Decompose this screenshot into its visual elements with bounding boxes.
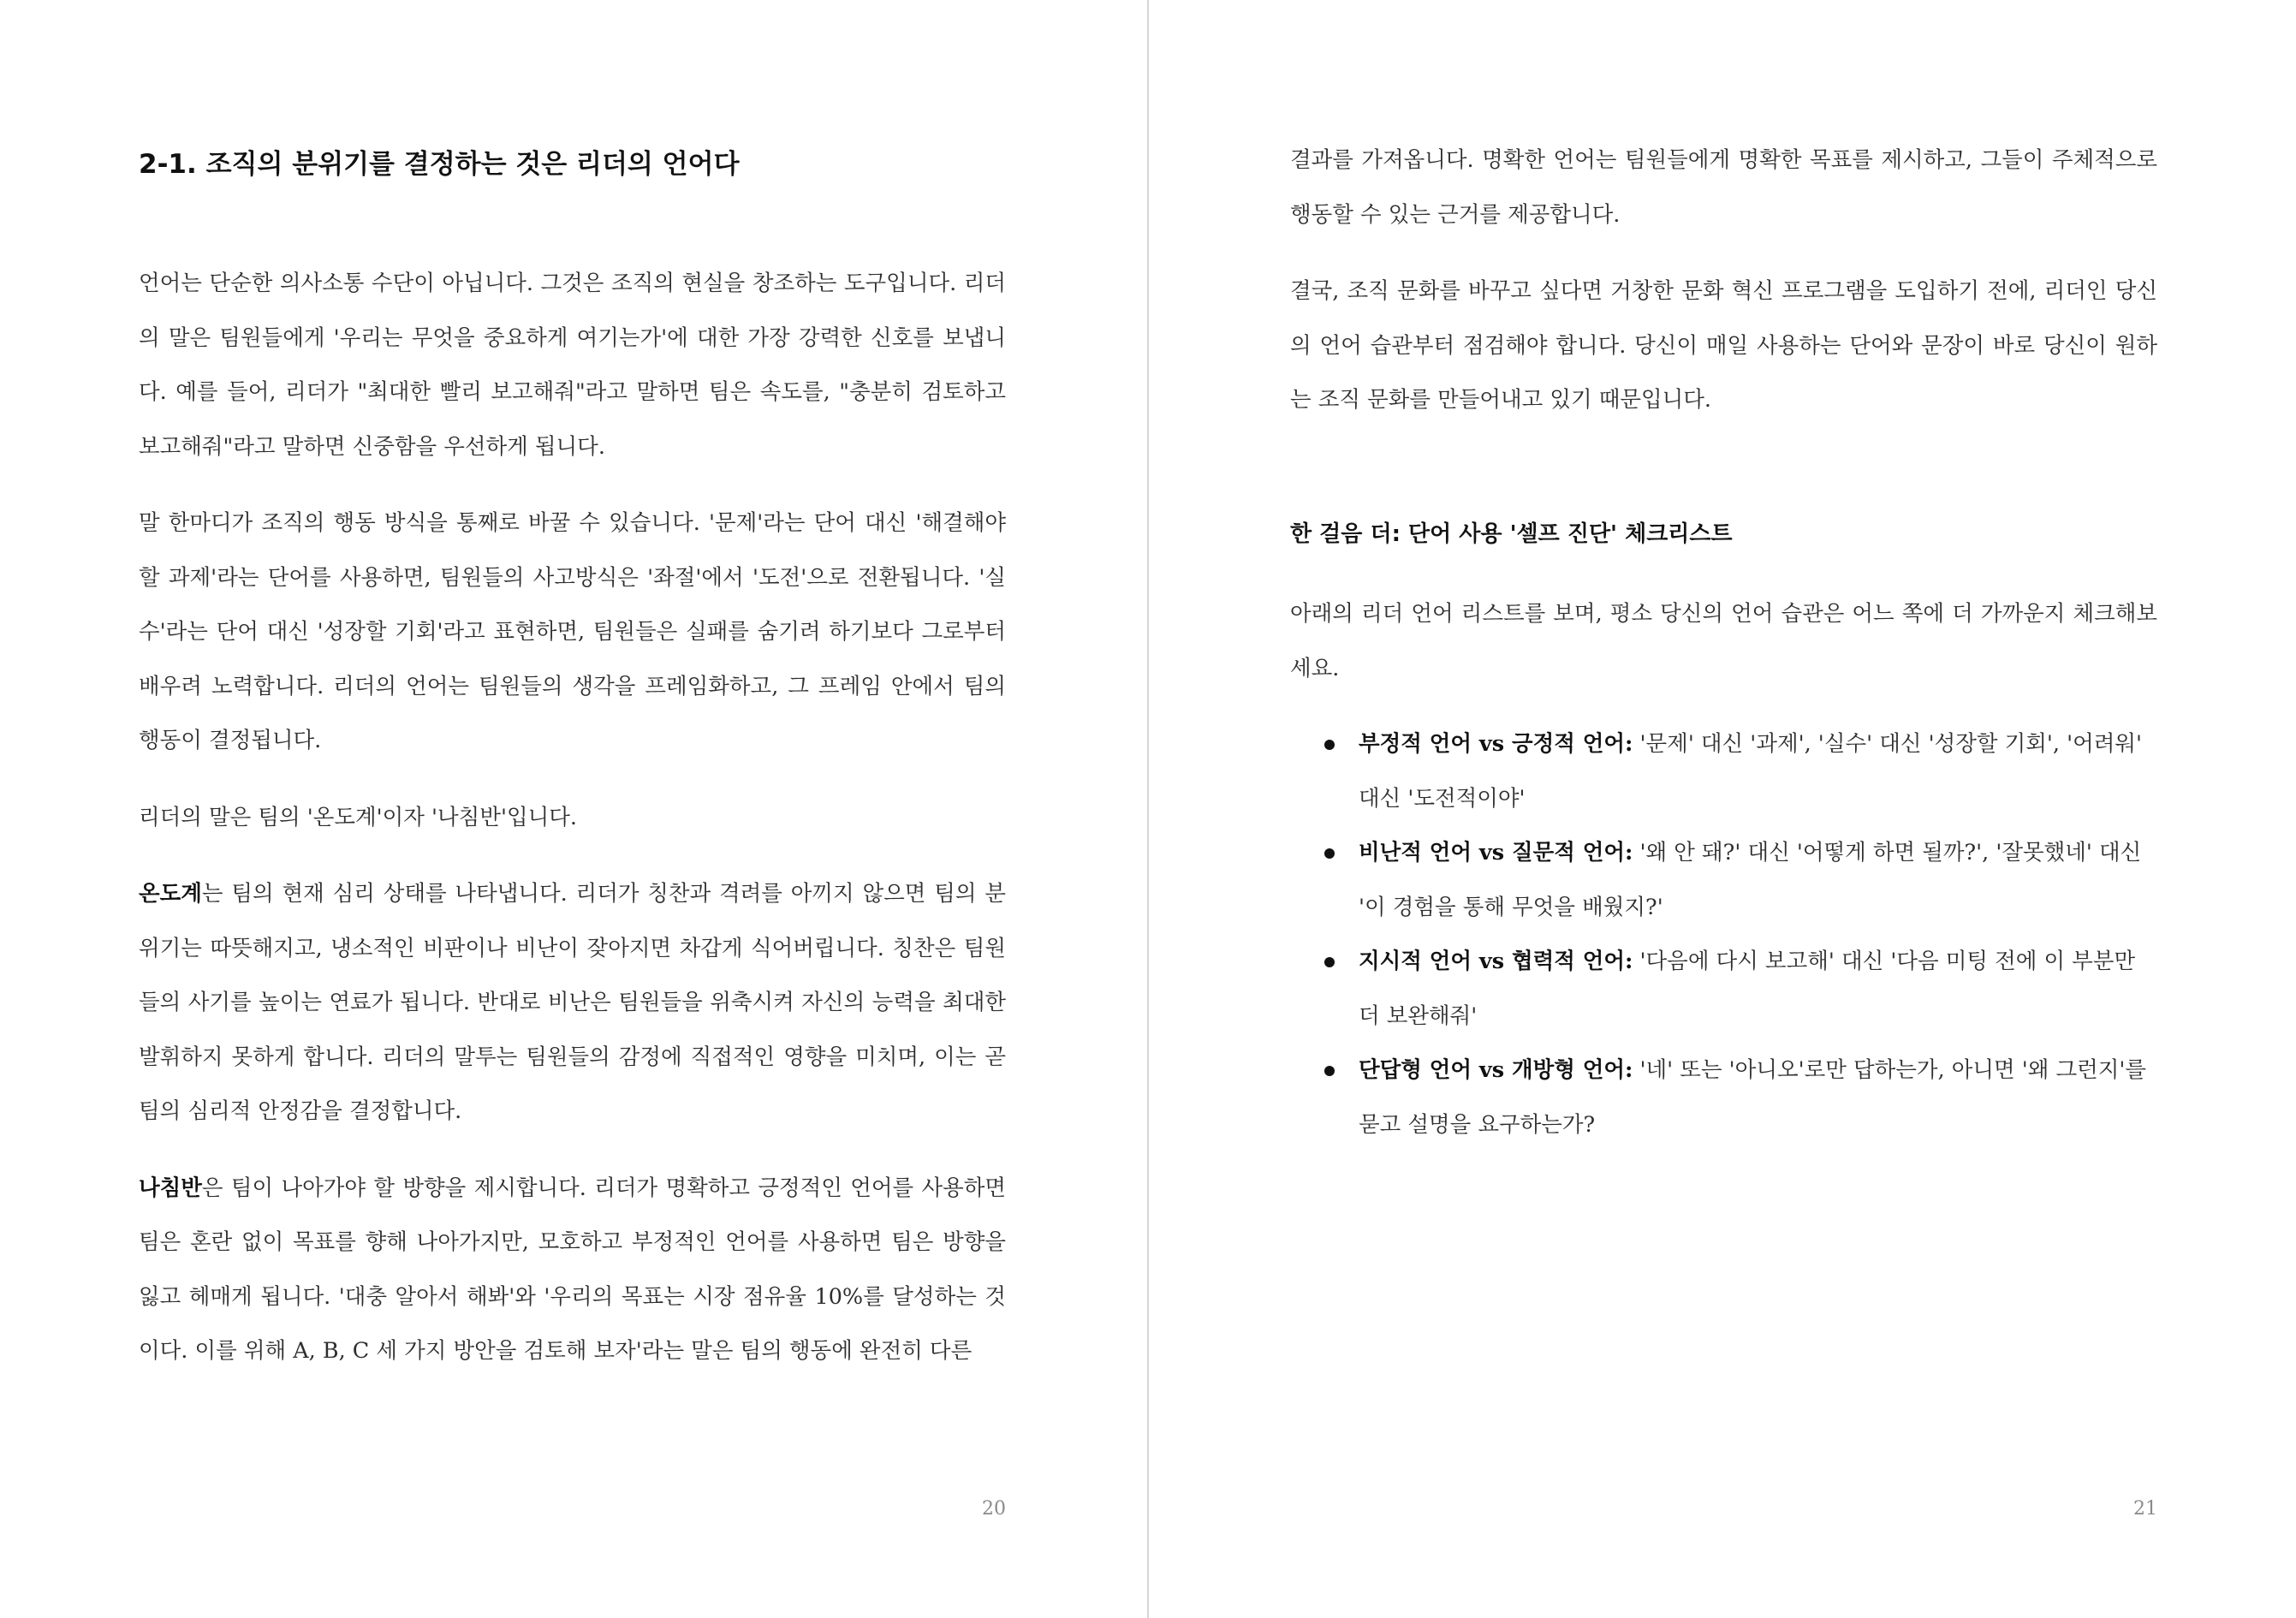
thermometer-paragraph: [139, 867, 1006, 1139]
body-paragraph: 리더의 말은 팀의 '온도계'이자 '나침반'입니다.: [139, 804, 577, 830]
checklist-intro-text: 아래의 리더 언어 리스트를 보며, 평소 당신의 언어 습관은 어느 쪽에 더 가까운지 체크해보세요.: [1290, 601, 2157, 681]
thermometer-term: 온도계: [139, 881, 202, 907]
checklist-item-term: 비난적 언어 vs 질문적 언어:: [1359, 840, 1633, 866]
checklist-item-text: '네' 또는 '아니오'로만 답하는가, 아니면 '왜 그런지'를 묻고 설명을 요구하는가?: [1359, 1057, 2147, 1138]
body-paragraph: 결과를 가져옵니다. 명확한 언어는 팀원들에게 명확한 목표를 제시하고, 그들이 주체적으로 행동할 수 있는 근거를 제공합니다.: [1290, 147, 2157, 228]
checklist-item-text: '다음에 다시 보고해' 대신 '다음 미팅 전에 이 부분만 더 보완해줘': [1359, 949, 2136, 1029]
checklist-item-text: '문제' 대신 '과제', '실수' 대신 '성장할 기회', '어려워' 대신 '도전적이야': [1359, 731, 2142, 812]
checklist-item-term: 단답형 언어 vs 개방형 언어:: [1359, 1057, 1633, 1083]
bullet-icon: [1324, 848, 1335, 859]
right-page: [1290, 0, 2157, 1618]
checklist-item: [1290, 717, 2157, 826]
bullet-icon: [1324, 1066, 1335, 1076]
compass-paragraph: [139, 1162, 1006, 1379]
bullet-icon: [1324, 740, 1335, 750]
left-page-body: [139, 257, 1006, 1401]
body-paragraph: 언어는 단순한 의사소통 수단이 아닙니다. 그것은 조직의 현실을 창조하는 도구입니다. 리더의 말은 팀원들에게 '우리는 무엇을 중요하게 여기는가'에 대한 가장 강력한 신호를 보냅니다. 예를 들어, 리더가 "최대한 빨리 보고해줘"라고 말하면 팀은 속도를, "충분히 검토하고 보고해줘"라고 말하면 신중함을 우선하게 됩니다.: [139, 271, 1006, 460]
checklist-intro: [1290, 587, 2157, 696]
page-divider: [1147, 0, 1149, 1618]
chapter-title: 2-1. 조직의 분위기를 결정하는 것은 리더의 언어다: [139, 149, 740, 180]
page-number: 21: [2133, 1498, 2157, 1520]
body-paragraph: 말 한마디가 조직의 행동 방식을 통째로 바꿀 수 있습니다. '문제'라는 단어 대신 '해결해야 할 과제'라는 단어를 사용하면, 팀원들의 사고방식은 '좌절'에서 '도전'으로 전환됩니다. '실수'라는 단어 대신 '성장할 기회'라고 표현하면, 팀원들은 실패를 숨기려 하기보다 그로부터 배우려 노력합니다. 리더의 언어는 팀원들의 생각을 프레임화하고, 그 프레임 안에서 팀의 행동이 결정됩니다.: [139, 510, 1006, 753]
compass-term: 나침반: [139, 1175, 202, 1201]
bullet-icon: [1324, 957, 1335, 967]
section-heading: 한 걸음 더: 단어 사용 '셀프 진단' 체크리스트: [1290, 521, 1733, 547]
self-diagnosis-checklist: [1290, 717, 2157, 1152]
checklist-item-text: '왜 안 돼?' 대신 '어떻게 하면 될까?', '잘못했네' 대신 '이 경험을 통해 무엇을 배웠지?': [1359, 840, 2142, 920]
page-number: 20: [982, 1498, 1006, 1520]
checklist-item: [1290, 826, 2157, 935]
left-page: [139, 0, 1006, 1618]
checklist-item-term: 지시적 언어 vs 협력적 언어:: [1359, 949, 1633, 974]
thermometer-text: 는 팀의 현재 심리 상태를 나타냅니다. 리더가 칭찬과 격려를 아끼지 않으면 팀의 분위기는 따뜻해지고, 냉소적인 비판이나 비난이 잦아지면 차갑게 식어버립니다. 칭찬은 팀원들의 사기를 높이는 연료가 됩니다. 반대로 비난은 팀원들을 위축시켜 자신의 능력을 최대한 발휘하지 못하게 합니다. 리더의 말투는 팀원들의 감정에 직접적인 영향을 미치며, 이는 곧 팀의 심리적 안정감을 결정합니다.: [139, 881, 1006, 1124]
checklist-item: [1290, 1044, 2157, 1152]
checklist-item: [1290, 935, 2157, 1044]
right-page-body: [1290, 134, 2157, 450]
checklist-item-term: 부정적 언어 vs 긍정적 언어:: [1359, 731, 1633, 757]
body-paragraph: 결국, 조직 문화를 바꾸고 싶다면 거창한 문화 혁신 프로그램을 도입하기 전에, 리더인 당신의 언어 습관부터 점검해야 합니다. 당신이 매일 사용하는 단어와 문장이 바로 당신이 원하는 조직 문화를 만들어내고 있기 때문입니다.: [1290, 278, 2157, 413]
compass-text: 은 팀이 나아가야 할 방향을 제시합니다. 리더가 명확하고 긍정적인 언어를 사용하면 팀은 혼란 없이 목표를 향해 나아가지만, 모호하고 부정적인 언어를 사용하면 팀은 방향을 잃고 헤매게 됩니다. '대충 알아서 해봐'와 '우리의 목표는 시장 점유율 10%를 달성하는 것이다. 이를 위해 A, B, C 세 가지 방안을 검토해 보자'라는 말은 팀의 행동에 완전히 다른: [139, 1175, 1006, 1364]
